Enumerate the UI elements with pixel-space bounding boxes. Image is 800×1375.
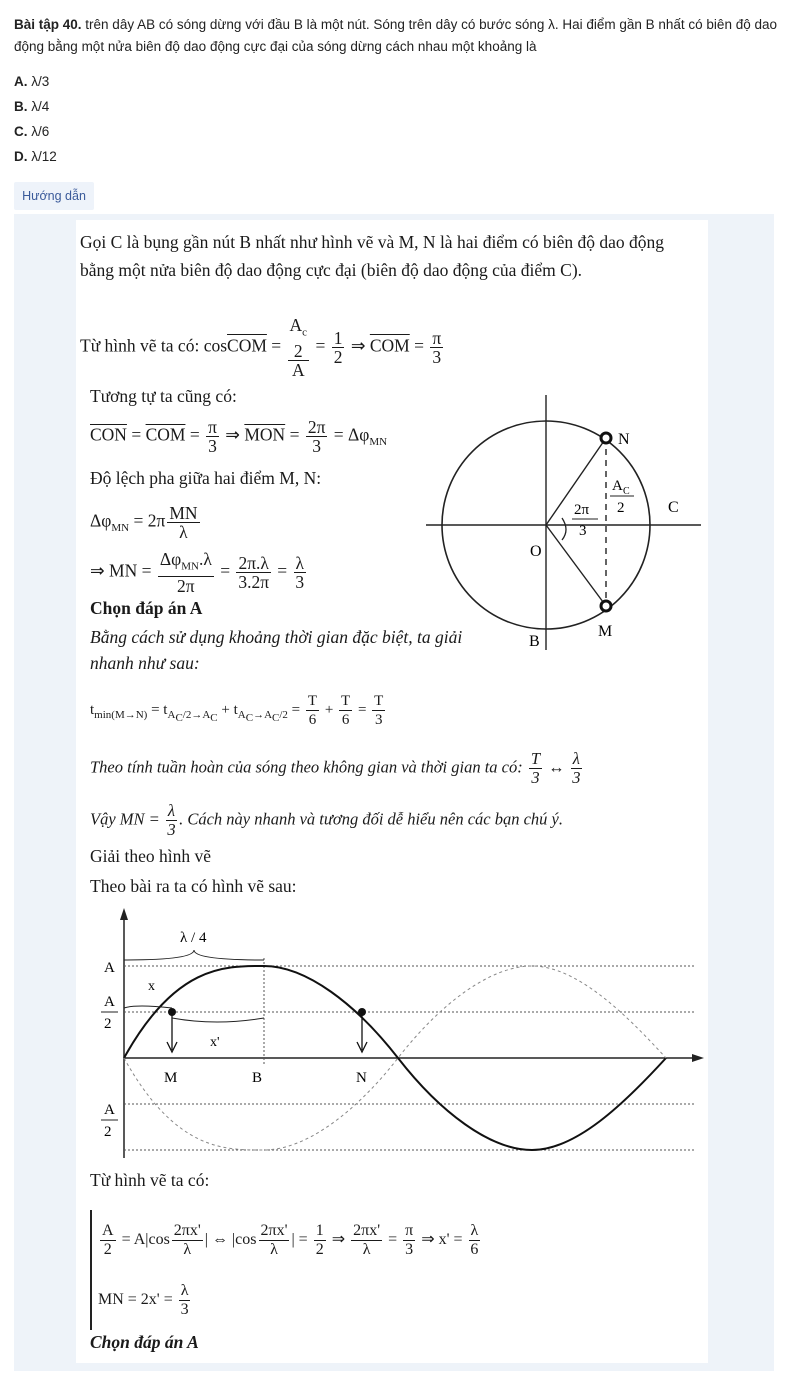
option-a: A. λ/3: [14, 74, 50, 89]
fast-method-text: Bằng cách sử dụng khoảng thời gian đặc biệt, ta giải nhanh như sau:: [90, 627, 463, 673]
question-title: Bài tập 40.: [14, 17, 82, 32]
svg-text:2: 2: [617, 500, 625, 516]
wave-diagram: [76, 904, 708, 1158]
svg-text:2: 2: [104, 1124, 112, 1140]
label-wave-b: B: [252, 1070, 263, 1086]
label-angle: 2π: [574, 502, 590, 518]
guide-button[interactable]: Hướng dẫn: [14, 182, 94, 210]
formula-mn: ⇒ MN = $\frac{\Delta\varphi_{MN}.\lambda}{2\pi}$ = $\frac{2\pi.\lambda}{3.2\pi}$ = $\frac{\lambda}{3}$: [90, 549, 305, 596]
phase-circle-diagram: [426, 390, 706, 660]
label-a: A: [104, 960, 115, 976]
so-mn-line: Vậy MN = $\frac{\lambda}{3}$ . Cách này nhanh và tương đối dễ hiểu nên các bạn chú ý.: [90, 801, 564, 839]
label-lambda4: λ / 4: [180, 930, 207, 946]
label-m: M: [598, 623, 613, 640]
label-o: O: [530, 543, 542, 560]
system-formula: $\frac{A}{2}$ = A|cos $\frac{2\pi x'}{\lambda}$ | ⇔ |cos $\frac{2\pi x'}{\lambda}$ | = $\frac{1}{2}$ ⇒ $\frac{2\pi x'}{\lambda}$ = $\frac{\pi}{3}$ ⇒ x' = $\frac{\lambda}{6}$ MN = 2x' = $\frac{\lambda}{3}$: [90, 1210, 482, 1330]
solution-intro: Gọi C là bụng gần nút B nhất như hình vẽ và M, N là hai điểm có biên độ dao động bằng một nửa biên độ dao động cực đại (biên độ dao động của điểm C).: [80, 232, 664, 280]
label-wave-m: M: [164, 1070, 178, 1086]
question-text: [14, 14, 786, 58]
solution-image: [76, 220, 708, 1363]
solve-fig-text: Giải theo hình vẽ: [90, 846, 212, 866]
label-xp: x': [210, 1035, 220, 1050]
given-fig-text: Theo bài ra ta có hình vẽ sau:: [90, 876, 297, 896]
option-b: B. λ/4: [14, 99, 50, 114]
label-ac: A: [612, 478, 623, 494]
choose-a-1: Chọn đáp án A: [90, 598, 203, 618]
formula-tmin: $t_{min(M\to N)} = t_{A_C/2\to A_C} + t_{A_C\to A_C/2}$ = $\frac{T}{6}$ + $\frac{T}{6}$ = $\frac{T}{3}$: [90, 693, 384, 728]
point-n: [601, 433, 611, 443]
label-b: B: [529, 633, 540, 650]
label-x: x: [148, 979, 155, 994]
svg-text:2: 2: [104, 1016, 112, 1032]
formula-cos-com: Từ hình vẽ ta có: $\cos\overline{COM}$ = $A_c$ 2 A = $\frac{1}{2}$ ⇒ $\overline{COM}$ = $\frac{\pi}{3}$: [80, 315, 442, 380]
svg-text:A: A: [104, 994, 115, 1010]
svg-text:A: A: [104, 1102, 115, 1118]
option-d: D. λ/12: [14, 149, 57, 164]
formula-con: $\overline{CON} = \overline{COM}$ = $\frac{\pi}{3}$ ⇒ $\overline{MON}$ = $\frac{2\pi}{3}$ = $\Delta\varphi_{MN}$: [90, 417, 388, 456]
svg-text:3: 3: [579, 523, 587, 539]
option-c: C. λ/6: [14, 124, 50, 139]
question-body: trên dây AB có sóng dừng với đầu B là một nút. Sóng trên dây có bước sóng λ. Hai điểm gần B nhất có biên độ dao động bằng một nửa biên độ dao động cực đại của sóng dừng cách nhau một khoảng là: [14, 17, 777, 54]
svg-text:C: C: [623, 486, 630, 497]
label-wave-n: N: [356, 1070, 367, 1086]
periodicity-line: Theo tính tuần hoàn của sóng theo không gian và thời gian ta có: $\frac{T}{3}$ ↔ $\frac{\lambda}{3}$: [90, 749, 581, 787]
point-m: [601, 601, 611, 611]
from-figure-2: Từ hình vẽ ta có:: [90, 1170, 210, 1190]
similarly-text: Tương tự ta cũng có:: [90, 386, 237, 406]
label-n: N: [618, 431, 630, 448]
formula-dphi: $\Delta\varphi_{MN} = 2\pi$ $\frac{MN}{\lambda}$: [90, 503, 198, 542]
phase-diff-text: Độ lệch pha giữa hai điểm M, N:: [90, 468, 322, 488]
choose-a-2: Chọn đáp án A: [90, 1332, 199, 1352]
label-c: C: [668, 499, 679, 516]
